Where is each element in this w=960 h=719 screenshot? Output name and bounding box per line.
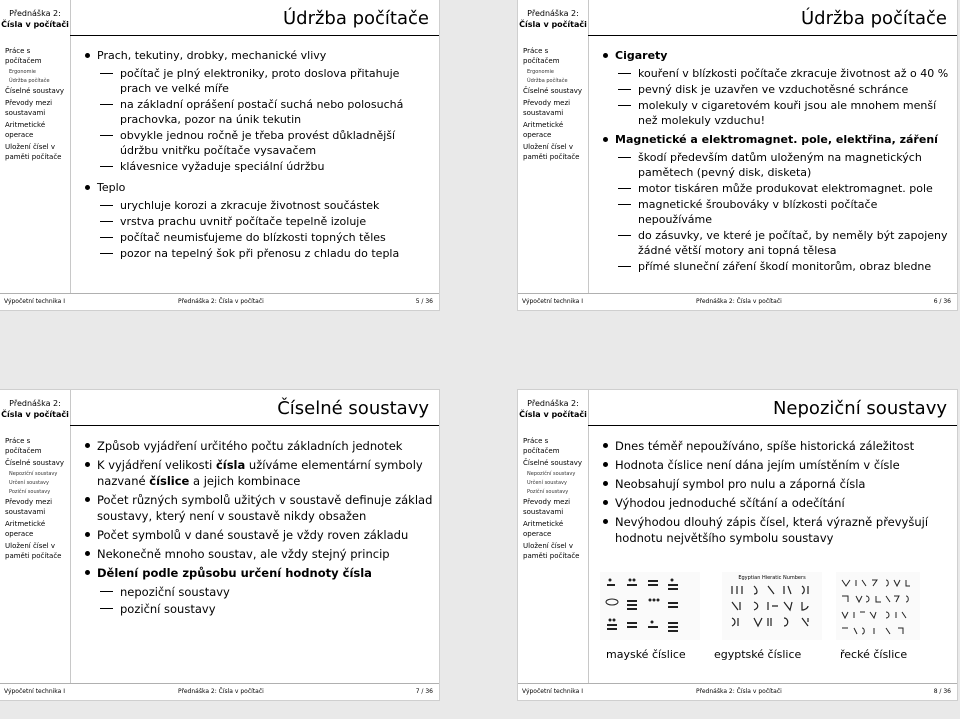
slide-title: Nepoziční soustavy <box>772 398 947 419</box>
nav-item-arith[interactable]: Aritmetické operace <box>523 520 564 538</box>
slide-content <box>82 438 433 618</box>
nav-subitem[interactable]: Údržba počítače <box>527 78 568 84</box>
nav-item-conversion[interactable]: Převody mezi soustavami <box>5 498 53 516</box>
slide-title: Údržba počítače <box>800 8 947 29</box>
nav-item-intro[interactable]: Práce s počítačem <box>523 47 560 65</box>
list-item: Prach, tekutiny, drobky, mechanické vlivy <box>82 48 433 63</box>
footer-lecture: Přednáška 2: Čísla v počítači <box>696 298 782 305</box>
list-item: Magnetické a elektromagnet. pole, elektřina, záření <box>600 132 951 147</box>
list-item: Neobsahují symbol pro nulu a záporná čísla <box>600 476 951 492</box>
list-subitem: na základní oprášení postačí suchá nebo polosuchá prachovka, pozor na únik tekutin <box>82 97 433 127</box>
caption-greek: řecké číslice <box>840 648 908 661</box>
list-subitem: pozor na tepelný šok při přenosu z chladu do tepla <box>82 246 433 261</box>
page-number: 6 / 36 <box>933 298 951 305</box>
mayan-numerals-graphic <box>600 572 700 640</box>
footer-course: Výpočetní technika I <box>522 688 584 695</box>
mayan-numerals-image <box>600 572 700 640</box>
lecture-name: Čísla v počítači <box>1 410 69 419</box>
lecture-title <box>518 8 588 30</box>
divider <box>70 35 439 36</box>
lecture-name: Čísla v počítači <box>519 410 587 419</box>
sidebar-nav <box>5 46 69 164</box>
lecture-name: Čísla v počítači <box>1 20 69 29</box>
text-run-bold: čísla <box>215 458 246 472</box>
list-item: Dělení podle způsobu určení hodnoty čísla <box>82 565 433 581</box>
list-item <box>82 457 433 489</box>
slide-5 <box>0 0 439 310</box>
list-subitem: nepoziční soustavy <box>82 584 433 600</box>
footer-lecture: Přednáška 2: Čísla v počítači <box>696 688 782 695</box>
nav-subitem[interactable]: Poziční soustavy <box>527 489 569 495</box>
egyptian-numerals-image <box>722 572 822 640</box>
slide-7 <box>0 390 439 700</box>
slide-footer <box>518 683 957 700</box>
nav-item-storage[interactable]: Uložení čísel v paměti počítače <box>5 542 62 560</box>
list-item: Teplo <box>82 180 433 195</box>
greek-numerals-image <box>836 572 920 640</box>
page-number: 5 / 36 <box>415 298 433 305</box>
nav-item-systems[interactable]: Číselné soustavy <box>5 459 65 467</box>
lecture-name: Čísla v počítači <box>519 20 587 29</box>
list-item: Nekonečně mnoho soustav, ale vždy stejný princip <box>82 546 433 562</box>
nav-item-intro[interactable]: Práce s počítačem <box>523 437 560 455</box>
nav-item-conversion[interactable]: Převody mezi soustavami <box>523 99 571 117</box>
list-subitem: poziční soustavy <box>82 601 433 617</box>
sidebar-nav <box>5 436 69 563</box>
list-subitem: pevný disk je uzavřen ve vzduchotěsné schránce <box>600 82 951 97</box>
nav-subitem[interactable]: Nepoziční soustavy <box>9 471 58 477</box>
sidebar <box>0 390 71 684</box>
text-run: K vyjádření velikosti <box>97 458 216 472</box>
list-item: Cigarety <box>600 48 951 63</box>
slide-footer <box>518 293 957 310</box>
nav-item-conversion[interactable]: Převody mezi soustavami <box>523 498 571 516</box>
nav-item-storage[interactable]: Uložení čísel v paměti počítače <box>5 143 62 161</box>
slide-8 <box>518 390 957 700</box>
list-item: Počet symbolů v dané soustavě je vždy roven základu <box>82 527 433 543</box>
sidebar-nav <box>523 46 587 164</box>
lecture-label: Přednáška 2: <box>527 9 579 18</box>
divider <box>70 425 439 426</box>
egypt-image-title: Egyptian Hieratic Numbers <box>738 575 806 581</box>
list-item: Hodnota číslice není dána jejím umístěním v čísle <box>600 457 951 473</box>
list-subitem: magnetické šroubováky v blízkosti počítače nepoužíváme <box>600 197 951 227</box>
list-subitem: obvykle jednou ročně je třeba provést důkladnější údržbu vnitřku počítače vysavačem <box>82 128 433 158</box>
list-subitem: urychluje korozi a zkracuje životnost součástek <box>82 198 433 213</box>
footer-course: Výpočetní technika I <box>4 688 66 695</box>
nav-subitem[interactable]: Údržba počítače <box>9 78 50 84</box>
slide-footer <box>0 293 439 310</box>
lecture-title <box>0 8 70 30</box>
list-item: Nevýhodou dlouhý zápis čísel, která výrazně převyšují hodnotu největšího symbolu soustavy <box>600 514 951 546</box>
list-item: Počet různých symbolů užitých v soustavě definuje základ soustavy, který není v soustavě nikdy obsažen <box>82 492 433 524</box>
numeral-images <box>600 568 951 686</box>
text-run-bold: číslice <box>149 474 190 488</box>
sidebar <box>518 390 589 684</box>
list-subitem: kouření v blízkosti počítače zkracuje životnost až o 40 % <box>600 66 951 81</box>
divider <box>588 425 957 426</box>
footer-lecture: Přednáška 2: Čísla v počítači <box>178 688 264 695</box>
sidebar <box>0 0 71 294</box>
slide-title: Údržba počítače <box>282 8 429 29</box>
list-item: Výhodou jednoduché sčítání a odečítání <box>600 495 951 511</box>
lecture-title <box>0 398 70 420</box>
list-item: Způsob vyjádření určitého počtu základních jednotek <box>82 438 433 454</box>
nav-subitem[interactable]: Ergonomie <box>9 69 36 75</box>
nav-item-storage[interactable]: Uložení čísel v paměti počítače <box>523 542 580 560</box>
list-subitem: molekuly v cigaretovém kouři jsou ale mnohem menší než molekuly vzduchu! <box>600 98 951 128</box>
list-subitem: počítač neumisťujeme do blízkosti topných těles <box>82 230 433 245</box>
list-subitem: počítač je plný elektroniky, proto doslova přitahuje prach ve velké míře <box>82 66 433 96</box>
caption-mayan: mayské číslice <box>606 648 686 661</box>
nav-subitem[interactable]: Poziční soustavy <box>9 489 51 495</box>
nav-subitem[interactable]: Určení soustavy <box>9 480 49 486</box>
lecture-title <box>518 398 588 420</box>
slide-content <box>600 48 951 275</box>
text-run: a jejich kombinace <box>189 474 301 488</box>
nav-item-intro[interactable]: Práce s počítačem <box>5 437 42 455</box>
text-run: užíváme elementární symboly nazvané <box>97 458 423 488</box>
nav-item-systems[interactable]: Číselné soustavy <box>5 87 65 95</box>
nav-item-arith[interactable]: Aritmetické operace <box>5 121 46 139</box>
slide-content <box>82 48 433 262</box>
page-number: 8 / 36 <box>933 688 951 695</box>
nav-item-intro[interactable]: Práce s počítačem <box>5 47 42 65</box>
lecture-label: Přednáška 2: <box>527 399 579 408</box>
list-subitem: škodí především datům uloženým na magnetických pamětech (pevný disk, disketa) <box>600 150 951 180</box>
nav-item-storage[interactable]: Uložení čísel v paměti počítače <box>523 143 580 161</box>
nav-item-arith[interactable]: Aritmetické operace <box>5 520 46 538</box>
caption-egyptian: egyptské číslice <box>714 648 802 661</box>
nav-item-systems[interactable]: Číselné soustavy <box>523 459 583 467</box>
footer-course: Výpočetní technika I <box>522 298 584 305</box>
footer-lecture: Přednáška 2: Čísla v počítači <box>178 298 264 305</box>
list-subitem: motor tiskáren může produkovat elektromagnet. pole <box>600 181 951 196</box>
slide-footer <box>0 683 439 700</box>
nav-subitem[interactable]: Nepoziční soustavy <box>527 471 576 477</box>
nav-subitem[interactable]: Určení soustavy <box>527 480 567 486</box>
lecture-label: Přednáška 2: <box>9 9 61 18</box>
divider <box>588 35 957 36</box>
nav-item-systems[interactable]: Číselné soustavy <box>523 87 583 95</box>
list-subitem: přímé sluneční záření škodí monitorům, obraz bledne <box>600 259 951 274</box>
list-subitem: do zásuvky, ve které je počítač, by neměly být zapojeny žádné větší motory ani topná tělesa <box>600 228 951 258</box>
sidebar-nav <box>523 436 587 563</box>
list-subitem: klávesnice vyžaduje speciální údržbu <box>82 159 433 174</box>
list-item: Dnes téměř nepoužíváno, spíše historická záležitost <box>600 438 951 454</box>
greek-numerals-graphic <box>836 572 920 640</box>
nav-subitem[interactable]: Ergonomie <box>527 69 554 75</box>
page-number: 7 / 36 <box>415 688 433 695</box>
egyptian-numerals-graphic <box>722 572 822 640</box>
slide-title: Číselné soustavy <box>277 398 429 419</box>
slide-content <box>600 438 951 549</box>
list-subitem: vrstva prachu uvnitř počítače tepelně izoluje <box>82 214 433 229</box>
nav-item-conversion[interactable]: Převody mezi soustavami <box>5 99 53 117</box>
sidebar <box>518 0 589 294</box>
nav-item-arith[interactable]: Aritmetické operace <box>523 121 564 139</box>
lecture-label: Přednáška 2: <box>9 399 61 408</box>
footer-course: Výpočetní technika I <box>4 298 66 305</box>
slide-6 <box>518 0 957 310</box>
